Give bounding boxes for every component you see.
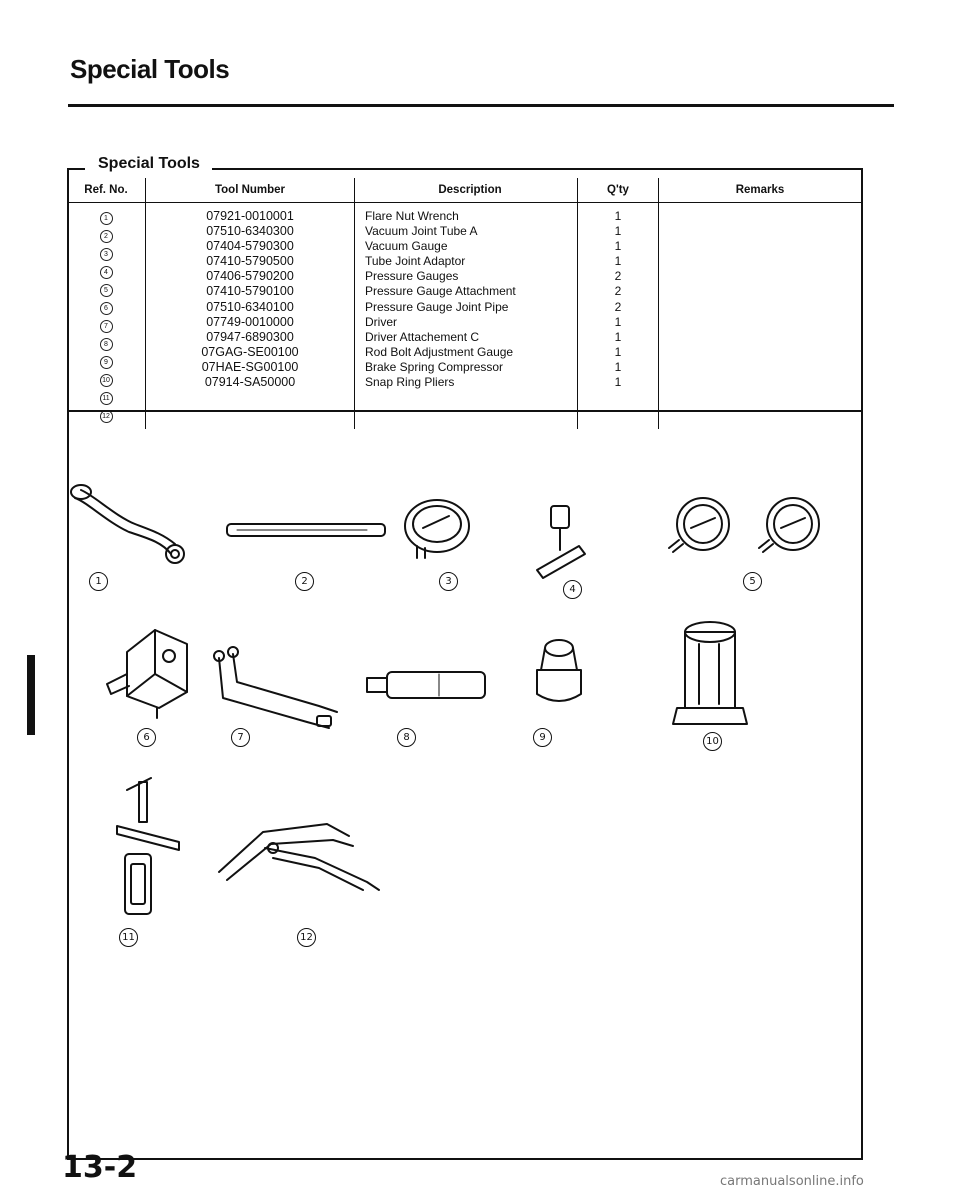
section-label: Special Tools bbox=[94, 155, 204, 173]
section-frame-top-right bbox=[212, 168, 861, 170]
tool-qty: 1 bbox=[614, 314, 622, 329]
tool-description: Pressure Gauge Joint Pipe bbox=[365, 299, 509, 314]
callout-12: 12 bbox=[297, 928, 316, 947]
tool-number: 07410-5790500 bbox=[206, 254, 294, 269]
tool-qty: 1 bbox=[614, 375, 622, 390]
tool-qty: 1 bbox=[614, 359, 622, 374]
header-qty: Q'ty bbox=[578, 178, 659, 203]
remarks-column bbox=[659, 203, 862, 430]
tool-number: 07510-6340300 bbox=[206, 224, 294, 239]
vacuum-joint-tube-icon bbox=[227, 524, 385, 536]
watermark: carmanualsonline.info bbox=[720, 1174, 864, 1189]
tool-description: Driver Attachement C bbox=[365, 329, 480, 344]
tools-illustration bbox=[67, 412, 861, 1158]
callout-8: 8 bbox=[397, 728, 416, 747]
rod-bolt-adjustment-gauge-icon bbox=[673, 622, 747, 724]
header-tool-number: Tool Number bbox=[146, 178, 355, 203]
ref-mark: 12 bbox=[100, 410, 113, 423]
tool-description: Vacuum Joint Tube A bbox=[365, 224, 478, 239]
tool-number: 07406-5790200 bbox=[206, 269, 294, 284]
table-header-row bbox=[67, 178, 861, 203]
tool-description: Snap Ring Pliers bbox=[365, 375, 455, 390]
brake-spring-compressor-icon bbox=[117, 778, 179, 914]
ref-mark: 9 bbox=[100, 356, 113, 369]
tool-number: 07914-SA50000 bbox=[204, 375, 296, 390]
tool-description: Driver bbox=[365, 314, 397, 329]
callout-2: 2 bbox=[295, 572, 314, 591]
tool-qty: 1 bbox=[614, 224, 622, 239]
callout-6: 6 bbox=[137, 728, 156, 747]
tools-table bbox=[67, 178, 861, 429]
tool-number: 07921-0010001 bbox=[206, 209, 294, 223]
tool-number: 07749-0010000 bbox=[206, 314, 294, 329]
snap-ring-pliers-icon bbox=[219, 824, 379, 890]
page-number: 13-2 bbox=[62, 1150, 138, 1185]
qty-column bbox=[578, 203, 659, 430]
callout-11: 11 bbox=[119, 928, 138, 947]
ref-column bbox=[67, 203, 146, 430]
tool-qty: 1 bbox=[614, 209, 622, 223]
ref-mark: 3 bbox=[100, 248, 113, 261]
tool-qty: 1 bbox=[614, 344, 622, 359]
description-column bbox=[355, 203, 578, 430]
callout-9: 9 bbox=[533, 728, 552, 747]
tool-number: 07510-6340100 bbox=[206, 299, 294, 314]
tool-number-column bbox=[146, 203, 355, 430]
tools-drawing bbox=[67, 412, 861, 1158]
flare-nut-wrench-icon bbox=[71, 485, 184, 563]
tool-qty: 1 bbox=[614, 329, 622, 344]
ref-mark: 5 bbox=[100, 284, 113, 297]
table-body-row bbox=[67, 203, 861, 430]
side-tab-marker bbox=[27, 655, 35, 735]
tool-description: Tube Joint Adaptor bbox=[365, 254, 466, 269]
tool-number: 07GAG-SE00100 bbox=[201, 344, 299, 359]
ref-mark: 8 bbox=[100, 338, 113, 351]
tool-description: Pressure Gauges bbox=[365, 269, 459, 284]
header-remarks: Remarks bbox=[659, 178, 862, 203]
driver-attachment-icon bbox=[537, 640, 581, 701]
tool-number: 07410-5790100 bbox=[206, 284, 294, 299]
page-title: Special Tools bbox=[70, 54, 230, 84]
callout-3: 3 bbox=[439, 572, 458, 591]
pressure-gauge-attachment-icon bbox=[107, 630, 187, 718]
tool-number: 07HAE-SG00100 bbox=[201, 359, 299, 374]
callout-10: 10 bbox=[703, 732, 722, 751]
section-frame-top-left bbox=[67, 168, 85, 170]
title-rule bbox=[68, 104, 894, 107]
ref-mark: 6 bbox=[100, 302, 113, 315]
pressure-gauge-joint-pipe-icon bbox=[214, 647, 337, 728]
tool-qty: 2 bbox=[614, 269, 622, 284]
tool-description: Rod Bolt Adjustment Gauge bbox=[365, 344, 514, 359]
tool-description: Vacuum Gauge bbox=[365, 239, 448, 254]
tool-description: Brake Spring Compressor bbox=[365, 359, 504, 374]
ref-mark: 11 bbox=[100, 392, 113, 405]
callout-4: 4 bbox=[563, 580, 582, 599]
driver-icon bbox=[367, 672, 485, 698]
tool-description: Pressure Gauge Attachment bbox=[365, 284, 516, 299]
callout-7: 7 bbox=[231, 728, 250, 747]
tool-number: 07404-5790300 bbox=[206, 239, 294, 254]
tool-qty: 2 bbox=[614, 284, 622, 299]
callout-1: 1 bbox=[89, 572, 108, 591]
tube-joint-adaptor-icon bbox=[537, 506, 585, 578]
ref-mark: 7 bbox=[100, 320, 113, 333]
tool-qty: 2 bbox=[614, 299, 622, 314]
header-description: Description bbox=[355, 178, 578, 203]
ref-mark: 2 bbox=[100, 230, 113, 243]
vacuum-gauge-icon bbox=[405, 500, 469, 558]
tool-description: Flare Nut Wrench bbox=[365, 209, 459, 223]
header-ref-no: Ref. No. bbox=[67, 178, 146, 203]
ref-mark: 1 bbox=[100, 212, 113, 225]
pressure-gauges-icon bbox=[669, 498, 819, 552]
ref-mark: 4 bbox=[100, 266, 113, 279]
tool-number: 07947-6890300 bbox=[206, 329, 294, 344]
tool-qty: 1 bbox=[614, 239, 622, 254]
callout-5: 5 bbox=[743, 572, 762, 591]
ref-mark: 10 bbox=[100, 374, 113, 387]
tool-qty: 1 bbox=[614, 254, 622, 269]
